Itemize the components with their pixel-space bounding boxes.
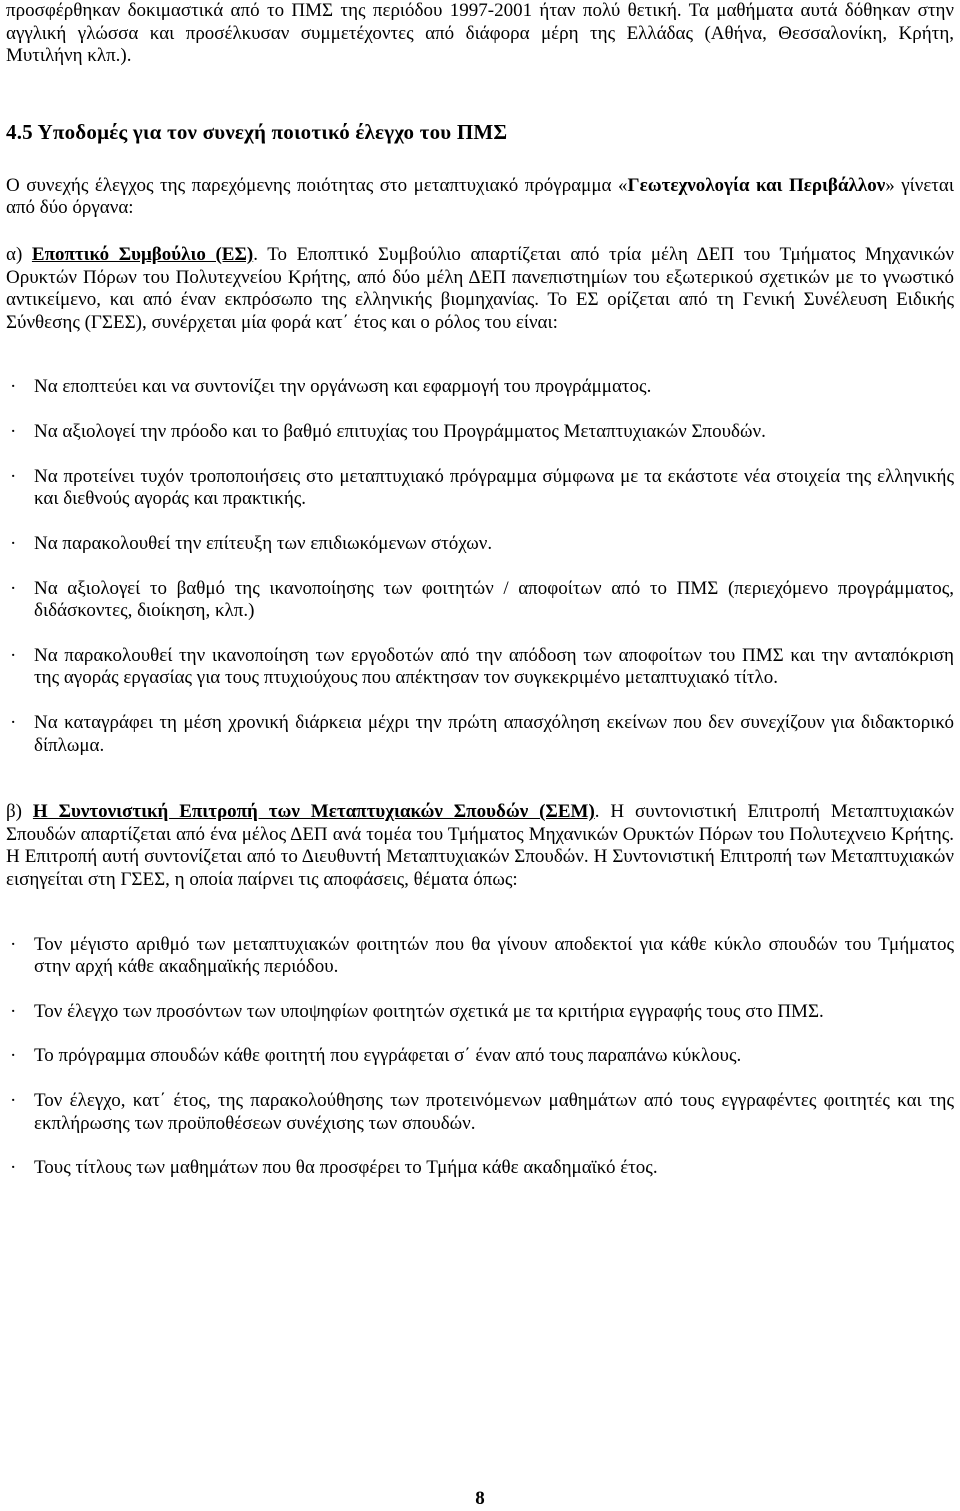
list-item-text: Τον μέγιστο αριθμό των μεταπτυχιακών φοιτητών που θα γίνουν αποδεκτοί για κάθε κύκλο σπουδών του Τμήματος στην αρχή κάθε ακαδημαϊκής περιόδου.	[34, 933, 954, 978]
bullet: ·	[10, 711, 17, 733]
list-item-text: Να παρακολουθεί την ικανοποίηση των εργοδοτών από την απόδοση των αποφοίτων του ΠΜΣ και την ανταπόκριση της αγοράς εργασίας για τους πτυχιούχους που απέκτησαν τον συγκεκριμένο μεταπτυχιακό τίτλο.	[34, 644, 954, 689]
paragraph-coordinating-committee	[6, 801, 954, 891]
bullet: ·	[10, 577, 17, 599]
bullet: ·	[10, 421, 17, 443]
committee-topics-list	[6, 934, 954, 1180]
item-prefix-a: α)	[6, 244, 32, 266]
program-name: Γεωτεχνολογία και Περιβάλλον	[627, 174, 886, 196]
list-item	[6, 1157, 954, 1180]
list-item-text: Τους τίτλους των μαθημάτων που θα προσφέρει το Τμήμα κάθε ακαδημαϊκό έτος.	[34, 1157, 658, 1179]
intro-paragraph: προσφέρθηκαν δοκιμαστικά από το ΠΜΣ της περιόδου 1997-2001 ήταν πολύ θετική. Τα μαθήματα αυτά δόθηκαν στην αγγλική γλώσσα και προσέλκυσαν συμμετέχοντες από διάφορα μέρη της Ελλάδας (Αθήνα, Θεσσαλονίκη, Κρήτη, Μυτιλήνη κλπ.).	[6, 0, 954, 67]
list-item	[6, 376, 954, 399]
list-item	[6, 712, 954, 757]
list-item-text: Να αξιολογεί την πρόοδο και το βαθμό επιτυχίας του Προγράμματος Μεταπτυχιακών Σπουδών.	[34, 421, 766, 443]
list-item	[6, 533, 954, 556]
paragraph-supervisory-board	[6, 244, 954, 334]
list-item-text: Να εποπτεύει και να συντονίζει την οργάνωση και εφαρμογή του προγράμματος.	[34, 376, 652, 398]
bullet: ·	[10, 376, 17, 398]
list-item-text: Να καταγράφει τη μέση χρονική διάρκεια μέχρι την πρώτη απασχόληση εκείνων που δεν συνεχίζουν για διδακτορικό δίπλωμα.	[34, 711, 954, 756]
bullet: ·	[10, 933, 17, 955]
section-heading: 4.5 Υποδομές για τον συνεχή ποιοτικό έλεγχο του ΠΜΣ	[6, 119, 508, 144]
page-number: 8	[475, 1488, 485, 1509]
list-item	[6, 421, 954, 444]
list-item	[6, 1001, 954, 1024]
list-item-text: Να αξιολογεί το βαθμό της ικανοποίησης των φοιτητών / αποφοίτων από το ΠΜΣ (περιεχόμενο προγράμματος, διδάσκοντες, διοίκηση, κλπ.)	[34, 577, 954, 622]
list-item-text: Να παρακολουθεί την επίτευξη των επιδιωκόμενων στόχων.	[34, 532, 493, 554]
list-item	[6, 934, 954, 979]
list-item	[6, 578, 954, 623]
paragraph-two-bodies	[6, 175, 954, 220]
list-item	[6, 645, 954, 690]
bullet: ·	[10, 532, 17, 554]
document-page	[6, 0, 954, 1180]
para1-text: Ο συνεχής έλεγχος της παρεχόμενης ποιότητας στο μεταπτυχιακό πρόγραμμα «	[6, 174, 628, 196]
bullet: ·	[10, 644, 17, 666]
supervisory-board-text: . Το Εποπτικό Συμβούλιο απαρτίζεται από τρία μέλη ΔΕΠ του Τμήματος Μηχανικών Ορυκτών Πόρων του Πολυτεχνείου Κρήτης, από δύο μέλη ΔΕΠ πανεπιστημίων του εξωτερικού σχετικών με το γνωστικό αντικείμενο, και από έναν εκπρόσωπο της ελληνικής βιομηχανίας. Το ΕΣ ορίζεται από τη Γενική Συνέλευση Ειδικής Σύνθεσης (ΓΣΕΣ), συνέρχεται μία φορά κατ΄ έτος και ο ρόλος του είναι:	[6, 244, 954, 333]
coordinating-committee-title: Η Συντονιστική Επιτροπή των Μεταπτυχιακών Σπουδών (ΣΕΜ)	[32, 801, 595, 823]
list-item-text: Τον έλεγχο, κατ΄ έτος, της παρακολούθησης των προτεινόμενων μαθημάτων από τους εγγραφέντες φοιτητές και της εκπλήρωσης των προϋποθέσεων συνέχισης των σπουδών.	[34, 1090, 954, 1134]
list-item	[6, 1045, 954, 1068]
list-item-text: Τον έλεγχο των προσόντων των υποψηφίων φοιτητών σχετικά με τα κριτήρια εγγραφής τους στο ΠΜΣ.	[34, 1000, 824, 1022]
para1-tail: » γίνεται από δύο όργανα:	[6, 174, 955, 219]
bullet: ·	[10, 1045, 17, 1067]
supervisory-duties-list	[6, 376, 954, 757]
bullet: ·	[10, 1000, 17, 1022]
coordinating-committee-text: . Η συντονιστική Επιτροπή Μεταπτυχιακών Σπουδών απαρτίζεται από ένα μέλος ΔΕΠ ανά τομέα του Τμήματος Μηχανικών Ορυκτών Πόρων του Πολυτεχνειο Κρήτης. Η Επιτροπή αυτή συντονίζεται από το Διευθυντή Μεταπτυχιακών Σπουδών. Η Συντονιστική Επιτροπή των Μεταπτυχιακών εισηγείται στη ΓΣΕΣ, η οποία παίρνει τις αποφάσεις, θέματα όπως:	[6, 801, 955, 890]
list-item-text: Να προτείνει τυχόν τροποποιήσεις στο μεταπτυχιακό πρόγραμμα σύμφωνα με τα εκάστοτε νέα στοιχεία της ελληνικής και διεθνούς αγοράς και πρακτικής.	[34, 465, 954, 510]
list-item	[6, 1090, 954, 1135]
item-prefix-b: β)	[6, 801, 33, 823]
supervisory-board-title: Εποπτικό Συμβούλιο (ΕΣ)	[31, 244, 254, 266]
bullet: ·	[10, 465, 17, 487]
list-item	[6, 466, 954, 511]
bullet: ·	[10, 1157, 17, 1179]
bullet: ·	[10, 1090, 17, 1112]
list-item-text: Το πρόγραμμα σπουδών κάθε φοιτητή που εγγράφεται σ΄ έναν από τους παραπάνω κύκλους.	[34, 1045, 742, 1067]
